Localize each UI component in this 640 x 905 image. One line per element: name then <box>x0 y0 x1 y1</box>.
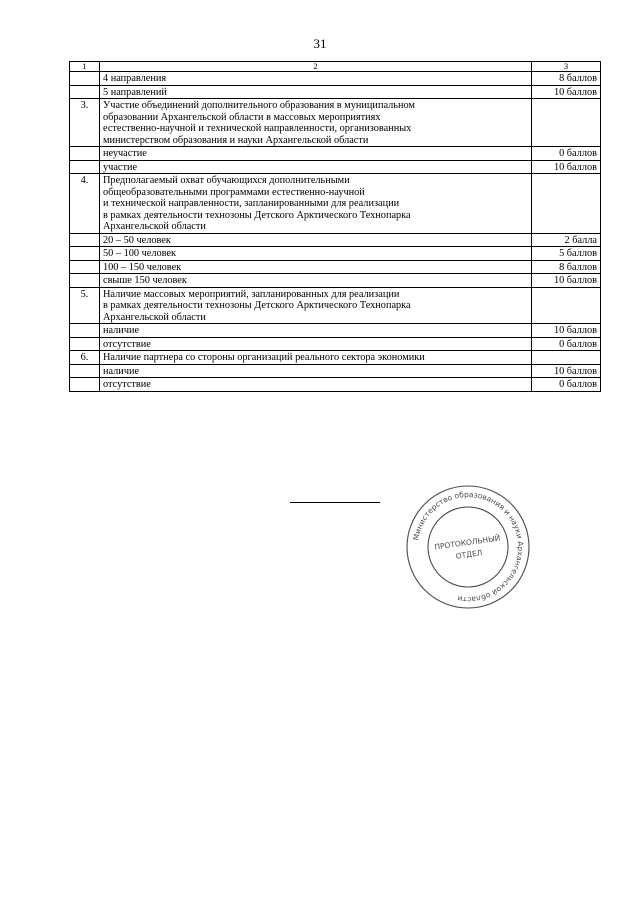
row-number <box>70 247 100 261</box>
table-row <box>70 85 601 99</box>
row-points: 10 баллов <box>532 364 601 378</box>
table-row <box>70 287 601 324</box>
table-row <box>70 174 601 234</box>
row-points <box>532 174 601 234</box>
row-number <box>70 324 100 338</box>
stamp-outer-ring <box>407 486 529 608</box>
row-number: 5. <box>70 287 100 324</box>
row-points: 0 баллов <box>532 378 601 392</box>
row-number: 3. <box>70 99 100 147</box>
row-points: 0 баллов <box>532 147 601 161</box>
row-points <box>532 287 601 324</box>
table-row <box>70 351 601 365</box>
row-points <box>532 351 601 365</box>
row-label: наличие <box>100 364 532 378</box>
table-row <box>70 274 601 288</box>
row-points: 10 баллов <box>532 274 601 288</box>
table-row <box>70 247 601 261</box>
table-row <box>70 378 601 392</box>
row-points: 0 баллов <box>532 337 601 351</box>
stamp-ring-text: Министерство образования и науки Архангельской области <box>411 489 526 605</box>
row-label: неучастие <box>100 147 532 161</box>
row-points: 10 баллов <box>532 85 601 99</box>
table-row <box>70 147 601 161</box>
page-number: 31 <box>313 36 327 51</box>
row-points: 8 баллов <box>532 260 601 274</box>
row-number <box>70 147 100 161</box>
row-label: Наличие массовых мероприятий, запланированных для реализации в рамках деятельности технозоны Детского Арктического Технопарка Архангельской области <box>100 287 532 324</box>
row-points: 10 баллов <box>532 160 601 174</box>
row-label: наличие <box>100 324 532 338</box>
row-points: 8 баллов <box>532 72 601 86</box>
stamp-center-line-1: ПРОТОКОЛЬНЫЙ <box>433 533 501 552</box>
row-number <box>70 160 100 174</box>
signature-line <box>290 502 380 503</box>
row-number: 6. <box>70 351 100 365</box>
row-label: Наличие партнера со стороны организаций реального сектора экономики <box>100 351 532 365</box>
table-header-row <box>70 62 601 72</box>
row-label: отсутствие <box>100 378 532 392</box>
row-label: 50 – 100 человек <box>100 247 532 261</box>
row-number <box>70 274 100 288</box>
row-number <box>70 364 100 378</box>
row-label: Участие объединений дополнительного образования в муниципальном образовании Архангельской области в массовых мероприятиях естественно-научной и технической направленности, организованных министерством образования и науки Архангельской области <box>100 99 532 147</box>
row-label: 4 направления <box>100 72 532 86</box>
table-row <box>70 160 601 174</box>
row-label: 100 – 150 человек <box>100 260 532 274</box>
table-row <box>70 260 601 274</box>
stamp-center-line-2: ОТДЕЛ <box>455 548 483 561</box>
row-points: 5 баллов <box>532 247 601 261</box>
row-points <box>532 99 601 147</box>
criteria-table-body <box>70 62 601 392</box>
table-row <box>70 364 601 378</box>
row-number <box>70 260 100 274</box>
row-label: 5 направлений <box>100 85 532 99</box>
seal-stamp <box>403 482 533 612</box>
row-number <box>70 337 100 351</box>
header-col-2: 2 <box>100 62 532 72</box>
row-label: Предполагаемый охват обучающихся дополнительными общеобразовательными программами естественно-научной и технической направленности, запланированными для реализации в рамках деятельности технозоны Детского Арктического Технопарка Архангельской области <box>100 174 532 234</box>
header-col-1: 1 <box>70 62 100 72</box>
row-label: отсутствие <box>100 337 532 351</box>
row-number <box>70 85 100 99</box>
table-row <box>70 324 601 338</box>
row-number <box>70 72 100 86</box>
row-number: 4. <box>70 174 100 234</box>
row-label: 20 – 50 человек <box>100 233 532 247</box>
table-row <box>70 233 601 247</box>
table-row <box>70 72 601 86</box>
row-label: участие <box>100 160 532 174</box>
row-number <box>70 378 100 392</box>
row-label: свыше 150 человек <box>100 274 532 288</box>
row-points: 2 балла <box>532 233 601 247</box>
table-row <box>70 99 601 147</box>
table-row <box>70 337 601 351</box>
row-points: 10 баллов <box>532 324 601 338</box>
criteria-table <box>69 61 601 392</box>
header-col-3: 3 <box>532 62 601 72</box>
row-number <box>70 233 100 247</box>
